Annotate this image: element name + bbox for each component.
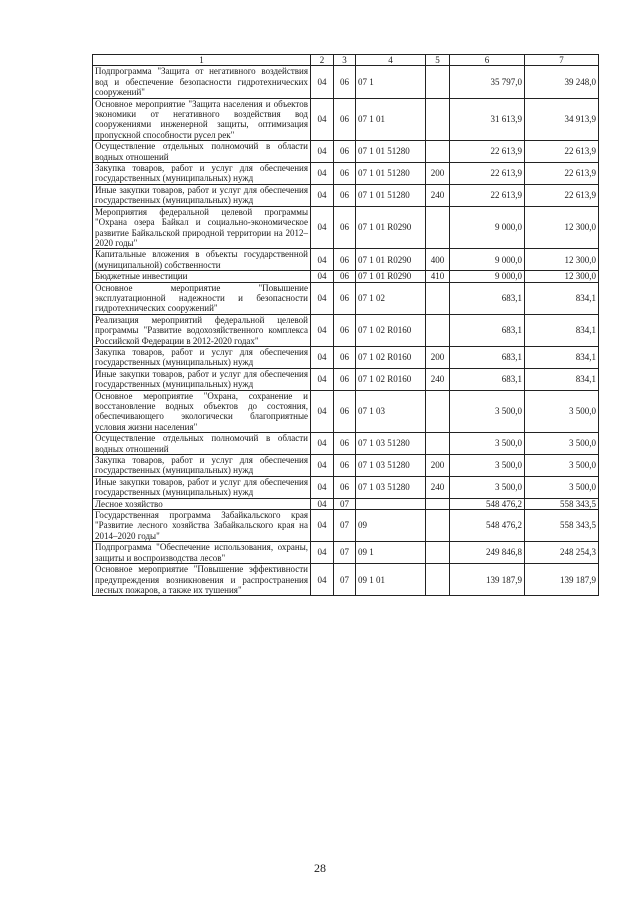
row-amount-year2-cell: 834,1 [525, 314, 599, 346]
row-amount-year1-cell: 35 797,0 [450, 66, 525, 98]
row-amount-year1-cell: 31 613,9 [450, 98, 525, 141]
header-col-1: 1 [93, 55, 311, 66]
row-target-code-cell: 07 1 01 51280 [356, 141, 426, 163]
header-col-4: 4 [356, 55, 426, 66]
row-name-cell: Подпрограмма "Защита от негативного воздействия вод и обеспечение безопасности гидротехнических сооружений" [93, 66, 311, 98]
budget-table [92, 54, 599, 596]
row-amount-year1-cell: 22 613,9 [450, 163, 525, 185]
row-name-cell: Бюджетные инвестиции [93, 271, 311, 282]
row-amount-year1-cell: 3 500,0 [450, 455, 525, 477]
row-amount-year1-cell: 683,1 [450, 314, 525, 346]
row-name-cell: Государственная программа Забайкальского края "Развитие лесного хозяйства Забайкальского края на 2014–2020 годы" [93, 510, 311, 542]
row-expense-type-cell [426, 510, 450, 542]
row-amount-year2-cell: 3 500,0 [525, 433, 599, 455]
row-section-cell: 04 [311, 141, 334, 163]
row-expense-type-cell [426, 141, 450, 163]
row-subsection-cell: 06 [334, 141, 356, 163]
row-target-code-cell: 07 1 01 51280 [356, 184, 426, 206]
table-row [93, 368, 599, 390]
row-expense-type-cell: 410 [426, 271, 450, 282]
row-subsection-cell: 06 [334, 282, 356, 314]
row-section-cell: 04 [311, 66, 334, 98]
row-target-code-cell: 07 1 01 [356, 98, 426, 141]
row-subsection-cell: 06 [334, 66, 356, 98]
row-section-cell: 04 [311, 455, 334, 477]
row-amount-year1-cell: 683,1 [450, 346, 525, 368]
row-name-cell: Закупка товаров, работ и услуг для обеспечения государственных (муниципальных) нужд [93, 455, 311, 477]
row-subsection-cell: 06 [334, 206, 356, 249]
table-row [93, 455, 599, 477]
row-section-cell: 04 [311, 390, 334, 433]
row-target-code-cell: 07 1 01 R0290 [356, 206, 426, 249]
row-target-code-cell: 07 1 03 [356, 390, 426, 433]
row-name-cell: Закупка товаров, работ и услуг для обеспечения государственных (муниципальных) нужд [93, 346, 311, 368]
row-subsection-cell: 06 [334, 271, 356, 282]
row-amount-year2-cell: 22 613,9 [525, 141, 599, 163]
table-row [93, 542, 599, 564]
row-amount-year2-cell: 139 187,9 [525, 564, 599, 596]
row-subsection-cell: 07 [334, 498, 356, 509]
row-expense-type-cell [426, 542, 450, 564]
row-amount-year1-cell: 9 000,0 [450, 206, 525, 249]
row-subsection-cell: 06 [334, 476, 356, 498]
table-row [93, 390, 599, 433]
document-page [92, 54, 598, 596]
row-subsection-cell: 06 [334, 390, 356, 433]
table-row [93, 282, 599, 314]
row-amount-year2-cell: 558 343,5 [525, 498, 599, 509]
row-subsection-cell: 06 [334, 314, 356, 346]
row-amount-year2-cell: 39 248,0 [525, 66, 599, 98]
row-section-cell: 04 [311, 368, 334, 390]
table-header-row [93, 55, 599, 66]
row-expense-type-cell: 240 [426, 476, 450, 498]
row-amount-year1-cell: 548 476,2 [450, 510, 525, 542]
header-col-5: 5 [426, 55, 450, 66]
row-section-cell: 04 [311, 271, 334, 282]
row-amount-year2-cell: 3 500,0 [525, 476, 599, 498]
row-amount-year1-cell: 3 500,0 [450, 390, 525, 433]
row-amount-year1-cell: 683,1 [450, 368, 525, 390]
row-target-code-cell: 07 1 03 51280 [356, 433, 426, 455]
row-expense-type-cell [426, 66, 450, 98]
row-name-cell: Лесное хозяйство [93, 498, 311, 509]
row-target-code-cell: 07 1 01 R0290 [356, 271, 426, 282]
row-amount-year2-cell: 34 913,9 [525, 98, 599, 141]
table-row [93, 498, 599, 509]
row-amount-year2-cell: 3 500,0 [525, 455, 599, 477]
row-amount-year1-cell: 9 000,0 [450, 271, 525, 282]
row-subsection-cell: 06 [334, 368, 356, 390]
row-expense-type-cell [426, 390, 450, 433]
row-target-code-cell: 07 1 03 51280 [356, 476, 426, 498]
table-row [93, 314, 599, 346]
row-name-cell: Подпрограмма "Обеспечение использования, охраны, защиты и воспроизводства лесов" [93, 542, 311, 564]
row-amount-year2-cell: 3 500,0 [525, 390, 599, 433]
row-target-code-cell: 09 [356, 510, 426, 542]
row-name-cell: Осуществление отдельных полномочий в области водных отношений [93, 141, 311, 163]
table-row [93, 476, 599, 498]
table-row [93, 510, 599, 542]
row-subsection-cell: 06 [334, 433, 356, 455]
row-amount-year1-cell: 22 613,9 [450, 141, 525, 163]
row-amount-year1-cell: 548 476,2 [450, 498, 525, 509]
row-section-cell: 04 [311, 564, 334, 596]
table-row [93, 98, 599, 141]
header-col-7: 7 [525, 55, 599, 66]
row-expense-type-cell: 240 [426, 184, 450, 206]
row-target-code-cell: 07 1 02 R0160 [356, 368, 426, 390]
row-subsection-cell: 06 [334, 455, 356, 477]
row-subsection-cell: 07 [334, 542, 356, 564]
row-target-code-cell: 07 1 03 51280 [356, 455, 426, 477]
row-section-cell: 04 [311, 98, 334, 141]
row-section-cell: 04 [311, 498, 334, 509]
row-name-cell: Капитальные вложения в объекты государственной (муниципальной) собственности [93, 249, 311, 271]
table-row [93, 163, 599, 185]
row-section-cell: 04 [311, 510, 334, 542]
table-row [93, 206, 599, 249]
row-expense-type-cell [426, 433, 450, 455]
header-col-6: 6 [450, 55, 525, 66]
row-expense-type-cell: 240 [426, 368, 450, 390]
row-target-code-cell: 07 1 01 51280 [356, 163, 426, 185]
row-name-cell: Основное мероприятие "Охрана, сохранение и восстановление водных объектов до состояния, обеспечивающего экологически благоприятные условия жизни населения" [93, 390, 311, 433]
row-subsection-cell: 06 [334, 163, 356, 185]
table-row [93, 184, 599, 206]
row-name-cell: Иные закупки товаров, работ и услуг для обеспечения государственных (муниципальных) нужд [93, 184, 311, 206]
table-row [93, 141, 599, 163]
row-amount-year2-cell: 834,1 [525, 346, 599, 368]
row-name-cell: Основное мероприятие "Повышение эффективности предупреждения возникновения и распространения лесных пожаров, а также их тушения" [93, 564, 311, 596]
row-target-code-cell: 09 1 01 [356, 564, 426, 596]
row-section-cell: 04 [311, 346, 334, 368]
row-subsection-cell: 07 [334, 564, 356, 596]
table-row [93, 249, 599, 271]
header-col-2: 2 [311, 55, 334, 66]
row-amount-year1-cell: 139 187,9 [450, 564, 525, 596]
row-name-cell: Закупка товаров, работ и услуг для обеспечения государственных (муниципальных) нужд [93, 163, 311, 185]
row-name-cell: Мероприятия федеральной целевой программы "Охрана озера Байкал и социально-экономическое развитие Байкальской природной территории на 2012–2020 годы" [93, 206, 311, 249]
row-section-cell: 04 [311, 249, 334, 271]
row-expense-type-cell [426, 498, 450, 509]
row-target-code-cell: 07 1 02 [356, 282, 426, 314]
row-section-cell: 04 [311, 433, 334, 455]
row-amount-year1-cell: 3 500,0 [450, 433, 525, 455]
page-number: 28 [314, 861, 326, 875]
table-row [93, 66, 599, 98]
header-col-3: 3 [334, 55, 356, 66]
row-name-cell: Иные закупки товаров, работ и услуг для обеспечения государственных (муниципальных) нужд [93, 368, 311, 390]
row-target-code-cell: 07 1 02 R0160 [356, 314, 426, 346]
row-amount-year2-cell: 12 300,0 [525, 271, 599, 282]
row-section-cell: 04 [311, 282, 334, 314]
row-section-cell: 04 [311, 163, 334, 185]
row-section-cell: 04 [311, 184, 334, 206]
row-section-cell: 04 [311, 542, 334, 564]
row-amount-year1-cell: 22 613,9 [450, 184, 525, 206]
row-expense-type-cell [426, 564, 450, 596]
row-expense-type-cell [426, 98, 450, 141]
row-amount-year2-cell: 558 343,5 [525, 510, 599, 542]
row-amount-year1-cell: 9 000,0 [450, 249, 525, 271]
row-name-cell: Реализация мероприятий федеральной целевой программы "Развитие водохозяйственного комплекса Российской Федерации в 2012-2020 годах" [93, 314, 311, 346]
row-target-code-cell: 07 1 02 R0160 [356, 346, 426, 368]
row-name-cell: Основное мероприятие "Защита населения и объектов экономики от негативного воздействия вод сооружениями инженерной защиты, оптимизация пропускной способности русел рек" [93, 98, 311, 141]
row-amount-year1-cell: 249 846,8 [450, 542, 525, 564]
row-target-code-cell: 09 1 [356, 542, 426, 564]
row-subsection-cell: 06 [334, 346, 356, 368]
row-amount-year1-cell: 683,1 [450, 282, 525, 314]
table-row [93, 346, 599, 368]
row-subsection-cell: 06 [334, 249, 356, 271]
row-expense-type-cell [426, 282, 450, 314]
row-amount-year2-cell: 12 300,0 [525, 249, 599, 271]
table-row [93, 271, 599, 282]
row-target-code-cell: 07 1 [356, 66, 426, 98]
row-target-code-cell [356, 498, 426, 509]
row-expense-type-cell [426, 206, 450, 249]
row-expense-type-cell: 200 [426, 346, 450, 368]
row-amount-year2-cell: 834,1 [525, 368, 599, 390]
row-expense-type-cell [426, 314, 450, 346]
row-subsection-cell: 06 [334, 98, 356, 141]
row-amount-year2-cell: 22 613,9 [525, 184, 599, 206]
row-subsection-cell: 07 [334, 510, 356, 542]
row-amount-year2-cell: 248 254,3 [525, 542, 599, 564]
row-section-cell: 04 [311, 206, 334, 249]
row-amount-year2-cell: 12 300,0 [525, 206, 599, 249]
row-name-cell: Основное мероприятие "Повышение эксплуатационной надежности и безопасности гидротехнических сооружений" [93, 282, 311, 314]
row-subsection-cell: 06 [334, 184, 356, 206]
row-amount-year2-cell: 22 613,9 [525, 163, 599, 185]
row-amount-year1-cell: 3 500,0 [450, 476, 525, 498]
row-name-cell: Иные закупки товаров, работ и услуг для обеспечения государственных (муниципальных) нужд [93, 476, 311, 498]
row-target-code-cell: 07 1 01 R0290 [356, 249, 426, 271]
table-row [93, 564, 599, 596]
row-amount-year2-cell: 834,1 [525, 282, 599, 314]
row-name-cell: Осуществление отдельных полномочий в области водных отношений [93, 433, 311, 455]
table-row [93, 433, 599, 455]
row-expense-type-cell: 200 [426, 163, 450, 185]
row-section-cell: 04 [311, 476, 334, 498]
row-expense-type-cell: 200 [426, 455, 450, 477]
row-expense-type-cell: 400 [426, 249, 450, 271]
row-section-cell: 04 [311, 314, 334, 346]
